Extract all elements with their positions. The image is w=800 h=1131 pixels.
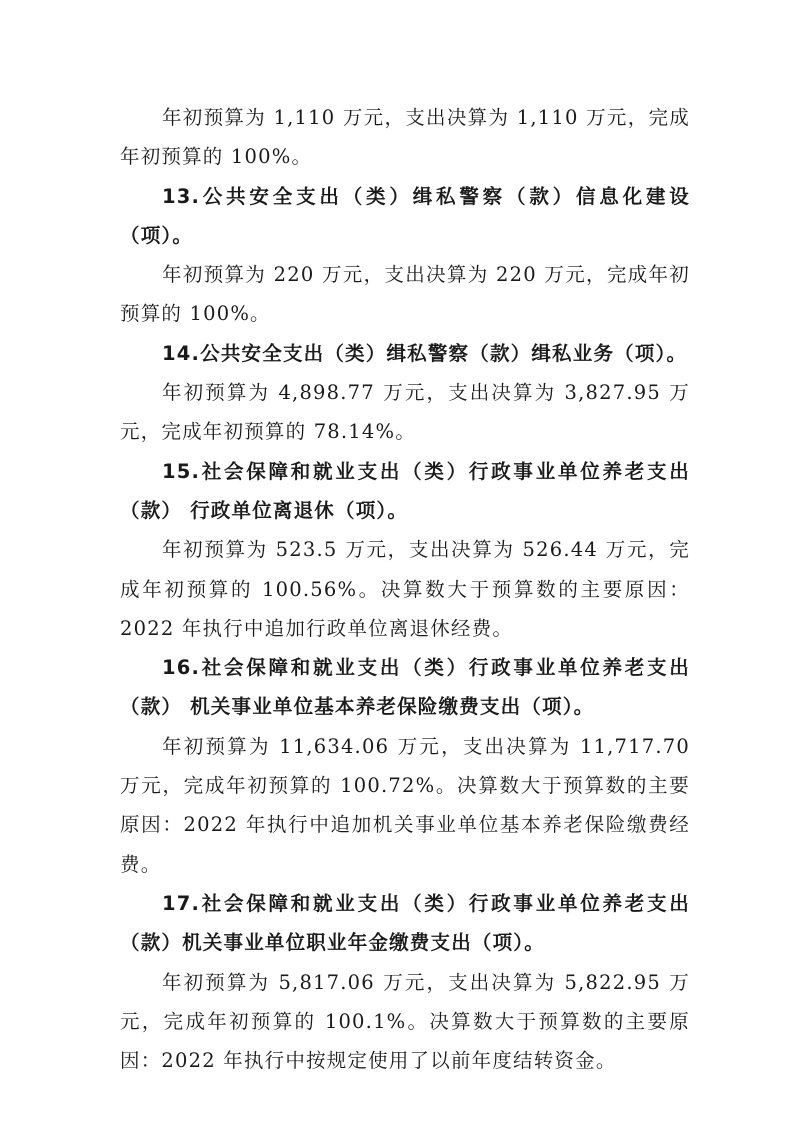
- heading-item-13: 13.公共安全支出（类）缉私警察（款）信息化建设（项）。: [120, 184, 690, 247]
- paragraph-budget-15: 年初预算为 523.5 万元，支出决算为 526.44 万元，完成年初预算的 100.56%。决算数大于预算数的主要原因：2022 年执行中追加行政单位离退休经费。: [120, 538, 690, 640]
- paragraph-budget-13: 年初预算为 220 万元，支出决算为 220 万元，完成年初预算的 100%。: [120, 263, 690, 326]
- paragraph-budget-16: 年初预算为 11,634.06 万元，支出决算为 11,717.70 万元，完成年初预算的 100.72%。决算数大于预算数的主要原因：2022 年执行中追加机关事业单位基本养老保险缴费经费。: [120, 734, 690, 876]
- heading-item-16: 16.社会保障和就业支出（类）行政事业单位养老支出（款） 机关事业单位基本养老保险缴费支出（项）。: [120, 656, 690, 719]
- paragraph-budget-12: 年初预算为 1,110 万元，支出决算为 1,110 万元，完成年初预算的 100%。: [120, 106, 690, 169]
- paragraph-budget-14: 年初预算为 4,898.77 万元，支出决算为 3,827.95 万元，完成年初预算的 78.14%。: [120, 381, 690, 444]
- heading-item-14: 14.公共安全支出（类）缉私警察（款）缉私业务（项）。: [162, 341, 688, 365]
- document-body: [120, 98, 690, 1080]
- heading-item-15: 15.社会保障和就业支出（类）行政事业单位养老支出（款） 行政单位离退休（项）。: [120, 459, 690, 522]
- heading-item-17: 17.社会保障和就业支出（类）行政事业单位养老支出（款）机关事业单位职业年金缴费支出（项）。: [120, 891, 690, 955]
- paragraph-budget-17: 年初预算为 5,817.06 万元，支出决算为 5,822.95 万元，完成年初预算的 100.1%。决算数大于预算数的主要原因：2022 年执行中按规定使用了以前年度结转资金。: [120, 970, 690, 1073]
